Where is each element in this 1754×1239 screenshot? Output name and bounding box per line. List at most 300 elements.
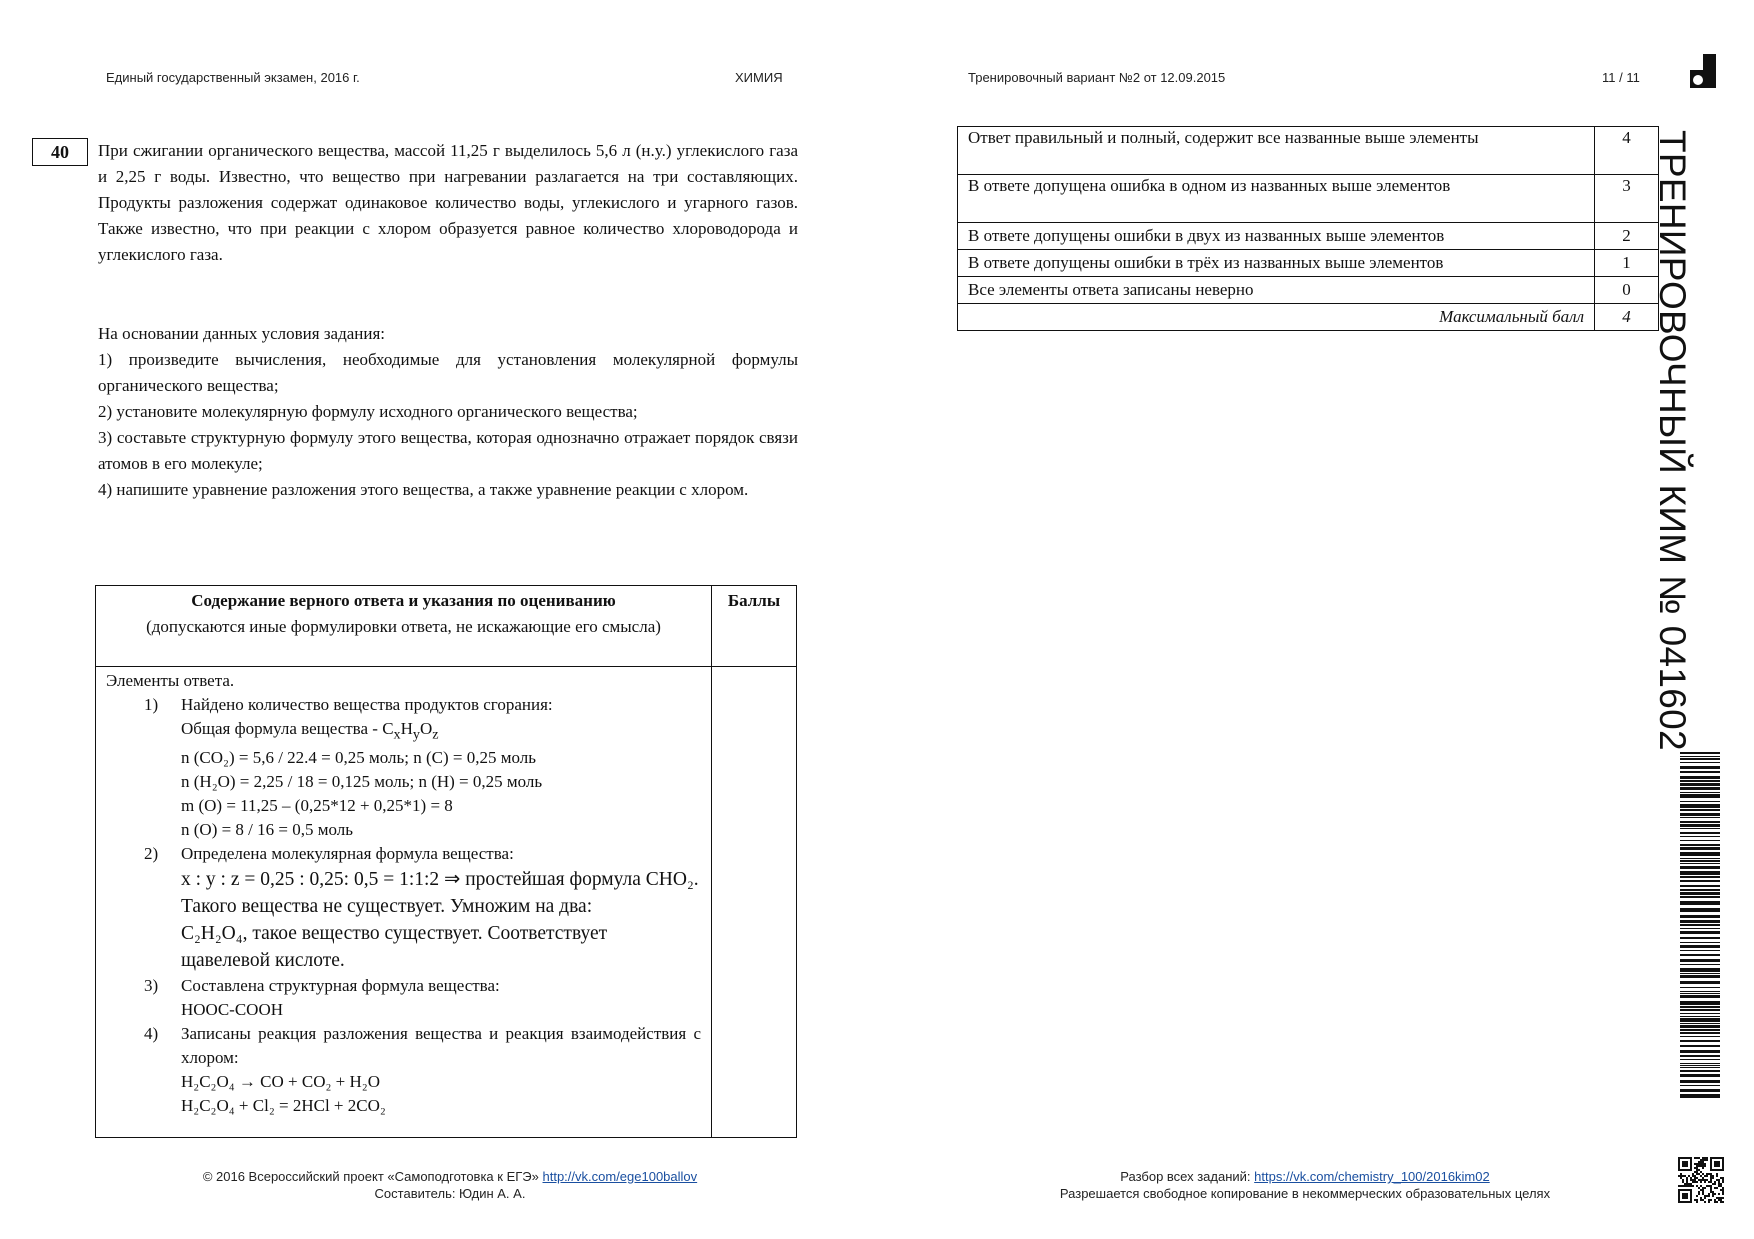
qr-module — [1704, 1157, 1706, 1159]
qr-module — [1716, 1187, 1718, 1189]
qr-module — [1684, 1169, 1686, 1171]
qr-module — [1694, 1163, 1696, 1165]
barcode-bar — [1680, 901, 1720, 905]
qr-module — [1718, 1199, 1720, 1201]
answer-item-3 — [106, 974, 701, 1022]
footer-analysis-link[interactable]: https://vk.com/chemistry_100/2016kim02 — [1254, 1169, 1490, 1184]
barcode-bar — [1680, 817, 1720, 818]
qr-module — [1700, 1199, 1702, 1201]
qr-module — [1684, 1201, 1686, 1203]
qr-module — [1718, 1179, 1720, 1181]
barcode-bar — [1680, 995, 1720, 998]
qr-module — [1704, 1187, 1706, 1189]
qr-module — [1694, 1157, 1696, 1159]
qr-module — [1684, 1161, 1686, 1163]
qr-module — [1702, 1193, 1704, 1195]
qr-module — [1682, 1157, 1684, 1159]
qr-module — [1698, 1157, 1700, 1159]
scoring-criterion: Максимальный балл — [958, 304, 1595, 331]
barcode-bar — [1680, 889, 1720, 891]
barcode-bar — [1680, 1032, 1720, 1034]
scoring-score: 3 — [1595, 175, 1659, 223]
qr-module — [1692, 1179, 1694, 1181]
qr-module — [1706, 1159, 1708, 1161]
qr-module — [1702, 1157, 1704, 1159]
qr-module — [1686, 1181, 1688, 1183]
qr-module — [1694, 1167, 1696, 1169]
scoring-score: 4 — [1595, 304, 1659, 331]
calc-line: C₂H₂O₄, такое вещество существует. Соответствует щавелевой кислоте. — [181, 923, 608, 972]
scoring-row — [958, 223, 1659, 250]
calc-line: x : y : z = 0,25 : 0,25: 0,5 = 1:1:2 ⇒ простейшая формула CHO₂. Такого вещества не существует. Умножим на два: — [181, 869, 699, 918]
qr-module — [1712, 1183, 1714, 1185]
barcode-bar — [1680, 1067, 1720, 1068]
qr-module — [1686, 1189, 1688, 1191]
qr-module — [1722, 1165, 1724, 1167]
qr-module — [1722, 1167, 1724, 1169]
qr-module — [1682, 1185, 1684, 1187]
barcode-bar — [1680, 813, 1720, 816]
scoring-criterion: В ответе допущены ошибки в двух из названных выше элементов — [958, 223, 1595, 250]
barcode-bar — [1680, 954, 1720, 956]
qr-module — [1696, 1177, 1698, 1179]
barcode-bar — [1680, 824, 1720, 827]
equation: H₂C₂O₄ → CO + CO₂ + H₂O — [181, 1072, 380, 1092]
qr-module — [1688, 1189, 1690, 1191]
points-cell — [712, 667, 797, 1138]
qr-module — [1682, 1163, 1684, 1165]
qr-module — [1686, 1165, 1688, 1167]
barcode-bar — [1680, 792, 1720, 793]
qr-module — [1682, 1175, 1684, 1177]
item-number: 3) — [144, 976, 159, 996]
qr-module — [1706, 1195, 1708, 1197]
qr-module — [1718, 1185, 1720, 1187]
barcode-bar — [1680, 1070, 1720, 1072]
qr-module — [1678, 1193, 1680, 1195]
qr-module — [1690, 1195, 1692, 1197]
barcode-bar — [1680, 1036, 1720, 1037]
answer-item-2 — [106, 842, 701, 974]
qr-module — [1708, 1199, 1710, 1201]
qr-module — [1720, 1199, 1722, 1201]
qr-module — [1716, 1179, 1718, 1181]
qr-module — [1700, 1197, 1702, 1199]
qr-module — [1712, 1157, 1714, 1159]
qr-module — [1706, 1157, 1708, 1159]
item-title: Определена молекулярная формула вещества: — [181, 844, 514, 864]
scoring-criterion: Ответ правильный и полный, содержит все названные выше элементы — [958, 127, 1595, 175]
qr-module — [1716, 1201, 1718, 1203]
qr-module — [1710, 1199, 1712, 1201]
qr-module — [1708, 1195, 1710, 1197]
qr-module — [1720, 1169, 1722, 1171]
qr-module — [1704, 1179, 1706, 1181]
barcode-bar — [1680, 1013, 1720, 1014]
barcode-bar — [1680, 931, 1720, 934]
task-intro: На основании данных условия задания: — [98, 324, 386, 343]
general-formula: Общая формула вещества - $C_xH_yO_z$ — [181, 719, 439, 743]
barcode-bar — [1680, 771, 1720, 773]
barcode-bar — [1680, 928, 1720, 929]
qr-module — [1698, 1193, 1700, 1195]
barcode-bar — [1680, 1065, 1720, 1066]
scoring-row — [958, 277, 1659, 304]
qr-module — [1718, 1197, 1720, 1199]
qr-module — [1712, 1169, 1714, 1171]
barcode-bar — [1680, 1006, 1720, 1008]
qr-module — [1704, 1163, 1706, 1165]
qr-module — [1690, 1163, 1692, 1165]
qr-module — [1680, 1157, 1682, 1159]
qr-module — [1688, 1175, 1690, 1177]
barcode-bar — [1680, 1016, 1720, 1017]
qr-module — [1718, 1193, 1720, 1195]
qr-module — [1716, 1169, 1718, 1171]
qr-module — [1698, 1173, 1700, 1175]
qr-module — [1678, 1175, 1680, 1177]
qr-module — [1684, 1185, 1686, 1187]
qr-module — [1684, 1193, 1686, 1195]
header-exam: Единый государственный экзамен, 2016 г. — [106, 70, 360, 85]
barcode-bar — [1680, 776, 1720, 779]
qr-module — [1690, 1159, 1692, 1161]
barcode-bar — [1680, 752, 1720, 754]
qr-module — [1684, 1183, 1686, 1185]
qr-module — [1712, 1177, 1714, 1179]
qr-module — [1710, 1159, 1712, 1161]
qr-module — [1700, 1165, 1702, 1167]
item-title: Записаны реакция разложения вещества и реакция взаимодействия с хлором: — [181, 1024, 701, 1068]
barcode-bar — [1680, 1055, 1720, 1057]
qr-module — [1686, 1157, 1688, 1159]
barcode-bar — [1680, 1063, 1720, 1064]
barcode-bar — [1680, 959, 1720, 962]
qr-module — [1696, 1165, 1698, 1167]
qr-module — [1678, 1189, 1680, 1191]
qr-module — [1702, 1177, 1704, 1179]
qr-module — [1714, 1201, 1716, 1203]
qr-module — [1710, 1189, 1712, 1191]
barcode-bar — [1680, 809, 1720, 811]
qr-module — [1710, 1185, 1712, 1187]
item-title: Составлена структурная формула вещества: — [181, 976, 500, 996]
qr-module — [1698, 1191, 1700, 1193]
qr-module — [1694, 1171, 1696, 1173]
barcode-bar — [1680, 993, 1720, 994]
qr-module — [1692, 1173, 1694, 1175]
barcode-bar — [1680, 762, 1720, 763]
qr-module — [1690, 1169, 1692, 1171]
qr-module — [1704, 1159, 1706, 1161]
qr-module — [1684, 1189, 1686, 1191]
qr-module — [1710, 1177, 1712, 1179]
qr-module — [1692, 1175, 1694, 1177]
qr-module — [1720, 1183, 1722, 1185]
barcode-bar — [1680, 968, 1720, 972]
general-formula-label: Общая формула вещества - C — [181, 719, 394, 738]
calc-line: m (O) = 11,25 – (0,25*12 + 0,25*1) = 8 — [181, 796, 453, 816]
barcode-bar — [1680, 876, 1720, 878]
qr-module — [1718, 1169, 1720, 1171]
qr-module — [1702, 1159, 1704, 1161]
barcode-bar — [1680, 880, 1720, 882]
qr-module — [1708, 1173, 1710, 1175]
task-text — [98, 138, 798, 268]
qr-module — [1690, 1189, 1692, 1191]
qr-module — [1712, 1195, 1714, 1197]
barcode-bar — [1680, 950, 1720, 951]
qr-module — [1714, 1163, 1716, 1165]
qr-module — [1692, 1181, 1694, 1183]
qr-module — [1716, 1157, 1718, 1159]
barcode-bar — [1680, 1050, 1720, 1053]
qr-module — [1698, 1169, 1700, 1171]
barcode-bar — [1680, 1025, 1720, 1028]
qr-module — [1688, 1201, 1690, 1203]
qr-module — [1722, 1169, 1724, 1171]
qr-module — [1722, 1161, 1724, 1163]
barcode-bar — [1680, 821, 1720, 823]
qr-module — [1710, 1167, 1712, 1169]
qr-module — [1696, 1167, 1698, 1169]
qr-module — [1702, 1189, 1704, 1191]
qr-module — [1700, 1189, 1702, 1191]
qr-module — [1722, 1193, 1724, 1195]
barcode-bar — [1680, 801, 1720, 802]
scoring-criterion: Все элементы ответа записаны неверно — [958, 277, 1595, 304]
qr-module — [1702, 1167, 1704, 1169]
barcode-bar — [1680, 1009, 1720, 1011]
barcode-bar — [1680, 945, 1720, 948]
qr-module — [1682, 1165, 1684, 1167]
barcode-bar — [1680, 975, 1720, 978]
qr-module — [1684, 1175, 1686, 1177]
answer-item-1 — [106, 693, 701, 842]
qr-module — [1678, 1159, 1680, 1161]
qr-module — [1696, 1195, 1698, 1197]
qr-module — [1716, 1163, 1718, 1165]
qr-module — [1708, 1181, 1710, 1183]
qr-module — [1710, 1191, 1712, 1193]
qr-module — [1678, 1197, 1680, 1199]
qr-module — [1694, 1181, 1696, 1183]
qr-module — [1710, 1165, 1712, 1167]
qr-module — [1684, 1165, 1686, 1167]
qr-module — [1682, 1169, 1684, 1171]
qr-module — [1700, 1171, 1702, 1173]
barcode-bar — [1680, 828, 1720, 829]
qr-module — [1702, 1199, 1704, 1201]
footer-copyright-line — [140, 1168, 760, 1185]
qr-module — [1678, 1165, 1680, 1167]
barcode-bar — [1680, 787, 1720, 790]
task-condition: При сжигании органического вещества, массой 11,25 г выделилось 5,6 л (н.у.) углекислого газа и 2,25 г воды. Известно, что вещество при нагревании разлагается на три составляющих. Продукты разложения содержат одинаковое количество воды, углекислого и угарного газов. Также известно, что при реакции с хлором образуется равное количество хлороводорода и углекислого газа. — [98, 141, 798, 264]
structural-formula: HOOC-COOH — [181, 1000, 283, 1020]
equation: H₂C₂O₄ + Cl₂ = 2HCl + 2CO₂ — [181, 1096, 386, 1116]
qr-module — [1684, 1157, 1686, 1159]
qr-module — [1704, 1181, 1706, 1183]
qr-module — [1702, 1187, 1704, 1189]
qr-module — [1682, 1197, 1684, 1199]
qr-module — [1710, 1169, 1712, 1171]
qr-module — [1716, 1175, 1718, 1177]
qr-module — [1696, 1181, 1698, 1183]
qr-module — [1706, 1179, 1708, 1181]
qr-module — [1678, 1195, 1680, 1197]
qr-module — [1688, 1185, 1690, 1187]
barcode-bar — [1680, 840, 1720, 841]
qr-module — [1702, 1179, 1704, 1181]
qr-module — [1704, 1165, 1706, 1167]
footer-link[interactable]: http://vk.com/ege100ballov — [542, 1169, 698, 1184]
qr-module — [1704, 1175, 1706, 1177]
qr-module — [1714, 1187, 1716, 1189]
barcode-bar — [1680, 1018, 1720, 1022]
task-step: 3) составьте структурную формулу этого вещества, которая однозначно отражает порядок связи атомов в его молекуле; — [98, 428, 798, 473]
qr-module — [1682, 1195, 1684, 1197]
qr-module — [1700, 1161, 1702, 1163]
qr-module — [1718, 1161, 1720, 1163]
qr-module — [1714, 1157, 1716, 1159]
barcode-bar — [1680, 964, 1720, 965]
scoring-row — [958, 250, 1659, 277]
calc-line: n (CO₂) = 5,6 / 22.4 = 0,25 моль; n (C) = 0,25 моль — [181, 748, 537, 768]
qr-module — [1720, 1189, 1722, 1191]
barcode-bar — [1680, 766, 1720, 769]
qr-module — [1714, 1199, 1716, 1201]
qr-module — [1700, 1181, 1702, 1183]
answer-elements-cell — [96, 667, 712, 1138]
qr-module — [1686, 1185, 1688, 1187]
qr-module — [1708, 1185, 1710, 1187]
qr-module — [1710, 1187, 1712, 1189]
answer-header-note: (допускаются иные формулировки ответа, не искажающие его смысла) — [146, 617, 661, 636]
barcode-bar — [1680, 892, 1720, 895]
qr-module — [1720, 1157, 1722, 1159]
footer-analysis-line — [1005, 1168, 1605, 1185]
barcode-bar — [1680, 920, 1720, 923]
qr-module — [1690, 1185, 1692, 1187]
qr-module — [1684, 1163, 1686, 1165]
scoring-table — [957, 126, 1659, 331]
qr-module — [1718, 1157, 1720, 1159]
qr-module — [1712, 1191, 1714, 1193]
task-step: 4) напишите уравнение разложения этого вещества, а также уравнение реакции с хлором. — [98, 480, 749, 499]
footer-permission: Разрешается свободное копирование в некоммерческих образовательных целях — [1059, 1186, 1551, 1201]
qr-module — [1722, 1163, 1724, 1165]
footer-left — [140, 1168, 760, 1202]
barcode-bar — [1680, 973, 1720, 974]
qr-module — [1722, 1157, 1724, 1159]
qr-module — [1696, 1201, 1698, 1203]
qr-module — [1686, 1201, 1688, 1203]
barcode-bar — [1680, 871, 1720, 875]
qr-module — [1682, 1189, 1684, 1191]
barcode-bar — [1680, 1080, 1720, 1083]
qr-module — [1686, 1179, 1688, 1181]
scoring-score: 2 — [1595, 223, 1659, 250]
qr-module — [1722, 1197, 1724, 1199]
barcode-bar — [1680, 780, 1720, 782]
barcode-bar — [1680, 1029, 1720, 1031]
barcode-bar — [1680, 860, 1720, 862]
qr-module — [1718, 1181, 1720, 1183]
qr-module — [1712, 1175, 1714, 1177]
qr-module — [1686, 1197, 1688, 1199]
qr-module — [1714, 1161, 1716, 1163]
qr-module — [1722, 1177, 1724, 1179]
qr-module — [1708, 1193, 1710, 1195]
qr-module — [1702, 1161, 1704, 1163]
qr-module — [1722, 1181, 1724, 1183]
scoring-score: 0 — [1595, 277, 1659, 304]
qr-module — [1682, 1179, 1684, 1181]
barcode-bar — [1680, 908, 1720, 912]
qr-module — [1714, 1183, 1716, 1185]
qr-module — [1722, 1159, 1724, 1161]
item-number: 4) — [144, 1024, 159, 1044]
barcode-bar — [1680, 1001, 1720, 1005]
qr-module — [1696, 1185, 1698, 1187]
qr-module — [1702, 1173, 1704, 1175]
barcode-bar — [1680, 1074, 1720, 1077]
qr-module — [1696, 1157, 1698, 1159]
qr-module — [1678, 1191, 1680, 1193]
barcode-bar — [1680, 981, 1720, 984]
qr-module — [1680, 1189, 1682, 1191]
qr-module — [1680, 1175, 1682, 1177]
qr-module — [1678, 1163, 1680, 1165]
qr-module — [1710, 1173, 1712, 1175]
qr-module — [1682, 1201, 1684, 1203]
calc-line: n (O) = 8 / 16 = 0,5 моль — [181, 820, 354, 840]
item-number: 2) — [144, 844, 159, 864]
barcode-bar — [1680, 852, 1720, 856]
qr-module — [1686, 1177, 1688, 1179]
answer-table — [95, 585, 797, 1138]
barcode-bar — [1680, 987, 1720, 988]
qr-module — [1680, 1185, 1682, 1187]
qr-module — [1704, 1195, 1706, 1197]
barcode-bar — [1680, 783, 1720, 786]
qr-module — [1678, 1185, 1680, 1187]
barcode-bar — [1680, 866, 1720, 869]
qr-module — [1698, 1161, 1700, 1163]
qr-module — [1710, 1161, 1712, 1163]
qr-code-icon — [1678, 1157, 1724, 1203]
barcode-bar — [1680, 1094, 1720, 1098]
qr-module — [1706, 1175, 1708, 1177]
qr-module — [1696, 1169, 1698, 1171]
qr-module — [1696, 1171, 1698, 1173]
qr-module — [1714, 1181, 1716, 1183]
answer-table-body — [96, 667, 797, 1138]
qr-module — [1690, 1167, 1692, 1169]
qr-module — [1718, 1163, 1720, 1165]
header-subject: ХИМИЯ — [735, 70, 783, 85]
qr-module — [1680, 1169, 1682, 1171]
qr-module — [1720, 1185, 1722, 1187]
qr-module — [1690, 1161, 1692, 1163]
qr-module — [1690, 1201, 1692, 1203]
scoring-row-max — [958, 304, 1659, 331]
qr-module — [1716, 1173, 1718, 1175]
points-header: Баллы — [712, 586, 797, 667]
qr-module — [1706, 1185, 1708, 1187]
footer-author: Составитель: Юдин А. А. — [374, 1186, 526, 1201]
qr-module — [1690, 1193, 1692, 1195]
